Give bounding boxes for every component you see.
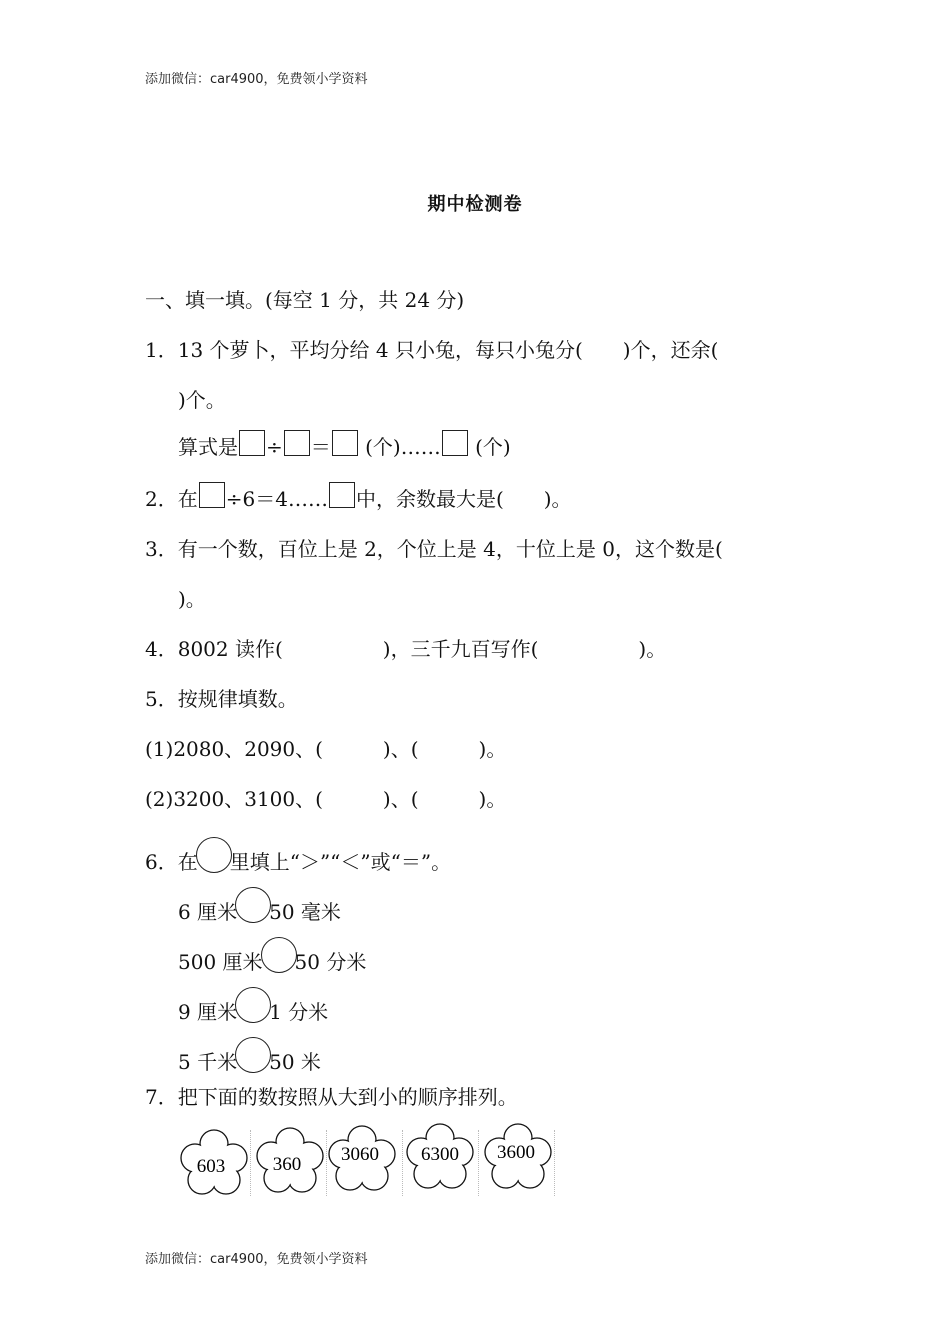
compare-circle[interactable] <box>261 937 297 973</box>
flower-number: 6300 <box>421 1144 459 1165</box>
question-2 <box>145 482 572 511</box>
page-footer: 添加微信：car4900，免费领小学资料 <box>145 1252 368 1267</box>
page-header: 添加微信：car4900，免费领小学资料 <box>145 72 368 87</box>
compare-right: 50 米 <box>269 1050 321 1074</box>
question-7: 7．把下面的数按照从大到小的顺序排列。 <box>145 1085 518 1109</box>
compare-left: 9 厘米 <box>178 1000 238 1024</box>
flower-svg <box>180 1122 560 1200</box>
unit-label: (个)…… <box>365 435 441 459</box>
flower-number: 360 <box>272 1154 302 1175</box>
answer-box[interactable] <box>442 430 468 456</box>
compare-right: 50 分米 <box>294 950 367 974</box>
answer-box[interactable] <box>284 430 310 456</box>
unit-label: (个) <box>475 435 511 459</box>
flower-number: 3600 <box>497 1142 535 1163</box>
divide-sign: ÷ <box>266 435 283 459</box>
compare-right: 1 分米 <box>269 1000 329 1024</box>
question-3-line2: )。 <box>178 587 206 611</box>
compare-circle[interactable] <box>235 987 271 1023</box>
answer-box[interactable] <box>332 430 358 456</box>
compare-left: 5 千米 <box>178 1050 238 1074</box>
compare-row <box>178 937 366 974</box>
answer-box[interactable] <box>199 482 225 508</box>
compare-circle[interactable] <box>235 887 271 923</box>
q2-prefix: 2．在 <box>145 487 198 511</box>
question-5-part2: (2)3200、3100、( )、( )。 <box>145 787 507 811</box>
compare-left: 500 厘米 <box>178 950 263 974</box>
q2-suffix: 中，余数最大是( )。 <box>355 487 572 511</box>
question-3-line1: 3．有一个数，百位上是 2，个位上是 4，十位上是 0，这个数是( <box>145 537 723 561</box>
q6-prefix: 6．在 <box>145 850 198 874</box>
flower-shape <box>407 1124 473 1188</box>
section-heading: 一、填一填。(每空 1 分，共 24 分) <box>145 288 465 312</box>
compare-row <box>178 987 328 1024</box>
answer-box[interactable] <box>329 482 355 508</box>
flower-shape <box>257 1128 323 1192</box>
question-6 <box>145 837 451 874</box>
compare-row <box>178 887 341 924</box>
compare-left: 6 厘米 <box>178 900 238 924</box>
answer-box[interactable] <box>239 430 265 456</box>
q2-mid: ÷6＝4…… <box>225 487 328 511</box>
flower-shape <box>485 1124 551 1188</box>
question-5-title: 5．按规律填数。 <box>145 687 298 711</box>
question-1-line2: )个。 <box>178 388 226 412</box>
question-1-formula <box>178 430 511 459</box>
question-5-part1: (1)2080、2090、( )、( )。 <box>145 737 507 761</box>
flower-row <box>180 1122 560 1200</box>
page-title: 期中检测卷 <box>427 194 523 215</box>
compare-row <box>178 1037 321 1074</box>
equals-sign: ＝ <box>310 435 331 459</box>
flower-shape <box>329 1126 395 1190</box>
formula-prefix: 算式是 <box>178 435 238 459</box>
compare-circle[interactable] <box>196 837 232 873</box>
compare-circle[interactable] <box>235 1037 271 1073</box>
flower-shape <box>181 1130 247 1194</box>
flower-number: 3060 <box>341 1144 379 1165</box>
compare-right: 50 毫米 <box>269 900 341 924</box>
flower-number: 603 <box>196 1156 226 1177</box>
question-4: 4．8002 读作( )，三千九百写作( )。 <box>145 637 667 661</box>
q6-suffix: 里填上“＞”“＜”或“＝”。 <box>229 850 452 874</box>
question-1-line1: 1．13 个萝卜，平均分给 4 只小兔，每只小兔分( )个，还余( <box>145 338 719 362</box>
